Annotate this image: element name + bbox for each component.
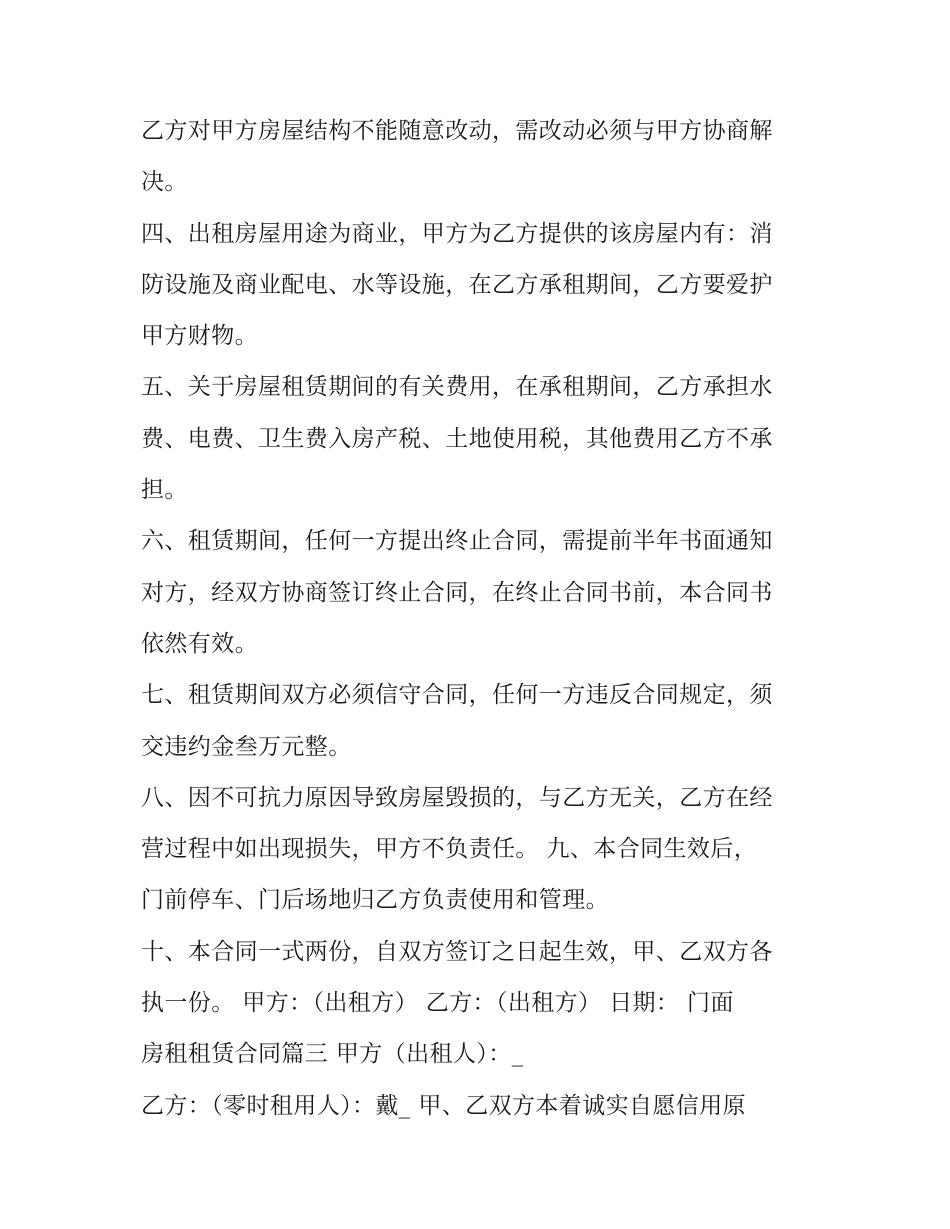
text-line: 防设施及商业配电、水等设施，在乙方承租期间，乙方要爱护 <box>141 271 773 298</box>
text-line: 五、关于房屋租赁期间的有关费用，在承租期间，乙方承担水 <box>141 374 773 401</box>
text-line: 六、租赁期间，任何一方提出终止合同，需提前半年书面通知 <box>141 528 773 555</box>
text-line: 执一份。 甲方：（出租方） 乙方：（出租方） 日期： 门面 <box>141 990 734 1017</box>
text-line: 乙方：（零时租用人）：戴_ 甲、乙双方本着诚实自愿信用原 <box>141 1092 747 1119</box>
text-line: 依然有效。 <box>141 630 258 657</box>
text-line: 八、因不可抗力原因导致房屋毁损的，与乙方无关，乙方在经 <box>141 784 773 811</box>
text-line: 乙方对甲方房屋结构不能随意改动，需改动必须与甲方协商解 <box>141 118 773 144</box>
document-body <box>141 108 831 1134</box>
text-line: 七、租赁期间双方必须信守合同，任何一方违反合同规定，须 <box>141 682 773 709</box>
text-line: 对方，经双方协商签订终止合同，在终止合同书前，本合同书 <box>141 579 773 606</box>
text-line: 交违约金叁万元整。 <box>141 733 352 760</box>
text-line: 门前停车、门后场地归乙方负责使用和管理。 <box>141 887 609 914</box>
text-line: 甲方财物。 <box>141 323 258 350</box>
text-line: 营过程中如出现损失，甲方不负责任。 九、本合同生效后， <box>141 836 758 863</box>
text-line: 十、本合同一式两份，自双方签订之日起生效，甲、乙双方各 <box>141 938 773 965</box>
text-line: 决。 <box>141 169 188 196</box>
text-line: 房租租赁合同篇三 甲方（出租人）：_ <box>141 1041 524 1068</box>
text-line: 担。 <box>141 477 188 504</box>
text-line: 费、电费、卫生费入房产税、土地使用税，其他费用乙方不承 <box>141 425 773 452</box>
text-line: 四、出租房屋用途为商业，甲方为乙方提供的该房屋内有：消 <box>141 220 773 247</box>
